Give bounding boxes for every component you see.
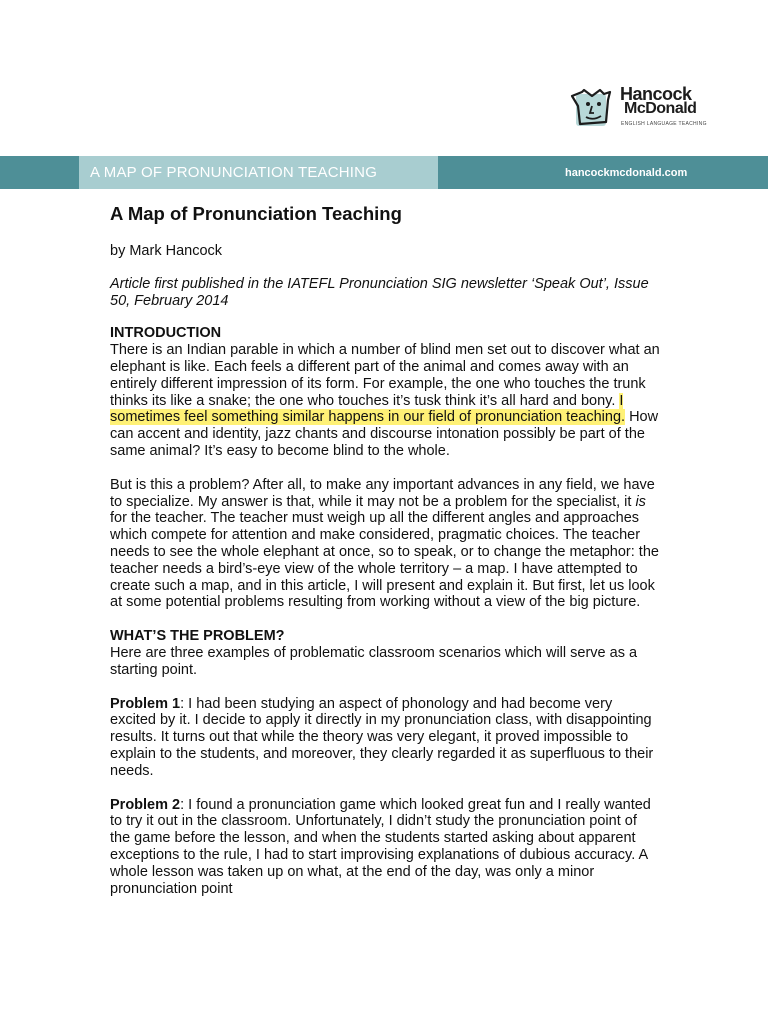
- problem-1-label: Problem 1: [110, 695, 181, 712]
- logo-word-mcdonald: McDonald: [624, 100, 697, 117]
- intro-paragraph-1: [110, 342, 660, 460]
- banner-title: A MAP OF PRONUNCIATION TEACHING: [90, 164, 378, 181]
- problem-1-text: : I had been studying an aspect of phonology and had become very excited by it. I decide to apply it directly in my pronunciation class, with disappointing results. It turns out that while the theory was very elegant, it proved impossible to explain to the students, and moreover, they clearly regarded it as superfluous to their needs.: [110, 695, 654, 779]
- article-title: A Map of Pronunciation Teaching: [110, 203, 402, 224]
- intro-text-start: There is an Indian parable in which a number of blind men set out to discover what an elephant is like. Each feels a different part of the animal and comes away with an entirely different impression of its form. For example, the one who touches the trunk thinks its like a snake; the one who touches it’s tusk think it’s all hard and bony.: [110, 342, 660, 409]
- intro-paragraph-2: [110, 477, 660, 611]
- intro-p2-end: for the teacher. The teacher must weigh up all the different angles and approaches which compete for attention and make considered, pragmatic choices. The teacher needs to see the whole elephant at once, so to speak, or to change the metaphor: the teacher needs a bird’s-eye view of the whole territory – a map. I have attempted to create such a map, and in this article, I will present and explain it. But first, let us look at some potential problems resulting from working without a view of the big picture.: [110, 510, 659, 611]
- intro-p2-start: But is this a problem? After all, to make any important advances in any field, we have to specialize. My answer is that, while it may not be a problem for the specialist, it: [110, 476, 655, 510]
- header-banner: [0, 156, 768, 189]
- logo-tagline: ENGLISH LANGUAGE TEACHING: [621, 121, 707, 127]
- hancock-mcdonald-logo: [570, 84, 707, 130]
- highlighted-text: I sometimes feel something similar happens in our field of pronunciation teaching.: [110, 392, 626, 426]
- emphasis-is: is: [635, 493, 646, 510]
- problem-heading: WHAT’S THE PROBLEM?: [110, 628, 285, 645]
- byline: by Mark Hancock: [110, 243, 223, 259]
- article-body: [110, 202, 660, 897]
- intro-heading: INTRODUCTION: [110, 325, 222, 342]
- logo-face-icon: [570, 86, 616, 128]
- website-link[interactable]: hancockmcdonald.com: [565, 167, 688, 179]
- problem-intro: Here are three examples of problematic classroom scenarios which will serve as a starting point.: [110, 644, 638, 678]
- publication-note: Article first published in the IATEFL Pronunciation SIG newsletter ‘Speak Out’, Issue 50, February 2014: [110, 275, 649, 309]
- problem-1-paragraph: [110, 696, 660, 780]
- problem-2-paragraph: [110, 797, 660, 898]
- intro-text-end: How can accent and identity, jazz chants and discourse intonation possibly be part of the same animal? It’s easy to become blind to the whole.: [110, 409, 659, 459]
- problem-2-label: Problem 2: [110, 796, 181, 813]
- logo-word-hancock: Hancock: [620, 84, 692, 104]
- problem-2-text: : I found a pronunciation game which looked great fun and I really wanted to try it out in the classroom. Unfortunately, I didn’t study the pronunciation point of the game before the lesson, and when the students started asking about apparent exceptions to the rule, I had to start improvising explanations of dubious accuracy. A whole lesson was taken up on what, at the end of the day, was only a minor pronunciation point: [110, 796, 651, 897]
